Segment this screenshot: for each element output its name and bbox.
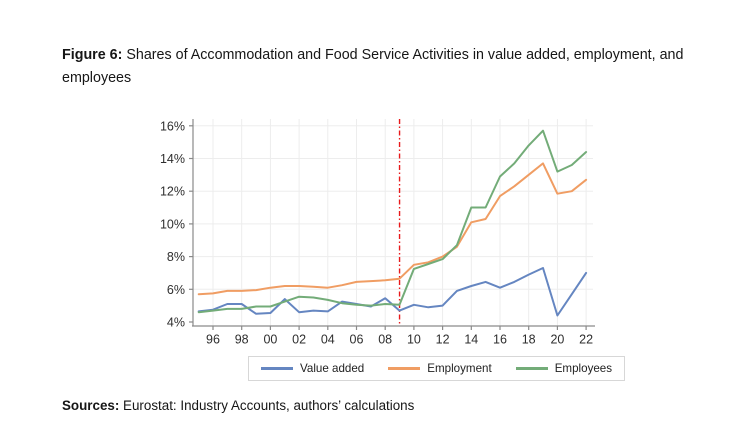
- legend-item-value-added: [261, 362, 364, 375]
- x-tick-label: 08: [378, 332, 393, 347]
- x-tick-label: 10: [406, 332, 421, 347]
- x-tick-label: 06: [349, 332, 364, 347]
- legend-swatch-employees: [516, 367, 548, 369]
- y-tick-label: 14%: [159, 152, 185, 166]
- x-tick-label: 00: [263, 332, 278, 347]
- x-tick-label: 98: [234, 332, 249, 347]
- legend-label-employment: Employment: [427, 362, 492, 375]
- series-line-employees: [199, 131, 586, 313]
- figure-caption-line1: Shares of Accommodation and Food Service Activities in value added, employment, and: [126, 47, 684, 63]
- y-tick-label: 16%: [159, 119, 185, 134]
- x-tick-label: 96: [206, 332, 220, 347]
- x-tick-label: 04: [320, 332, 335, 347]
- legend-swatch-employment: [388, 367, 420, 369]
- y-tick-label: 10%: [159, 217, 185, 232]
- x-tick-label: 22: [579, 332, 594, 347]
- y-tick-label: 12%: [159, 184, 185, 199]
- legend-label-employees: Employees: [554, 362, 613, 375]
- legend-label-value-added: Value added: [300, 362, 365, 375]
- sources-text: Eurostat: Industry Accounts, authors’ calculations: [123, 398, 415, 413]
- legend-item-employment: [388, 362, 491, 375]
- x-tick-label: 16: [493, 332, 507, 347]
- y-tick-label: 4%: [166, 315, 185, 330]
- x-tick-label: 14: [464, 332, 479, 347]
- figure-caption-label: Figure 6:: [62, 47, 123, 63]
- chart-legend: [248, 356, 625, 381]
- x-tick-label: 02: [292, 332, 307, 347]
- x-tick-label: 12: [435, 332, 450, 347]
- series-line-value-added: [199, 268, 586, 316]
- y-tick-label: 6%: [166, 282, 185, 297]
- x-tick-label: 18: [521, 332, 536, 347]
- y-tick-label: 8%: [166, 250, 185, 265]
- figure-caption-line2: employees: [62, 70, 132, 87]
- legend-item-employees: [516, 362, 612, 375]
- sources-label: Sources:: [62, 398, 120, 413]
- legend-swatch-value-added: [261, 367, 293, 369]
- sources-note: [62, 398, 682, 413]
- x-tick-label: 20: [550, 332, 565, 347]
